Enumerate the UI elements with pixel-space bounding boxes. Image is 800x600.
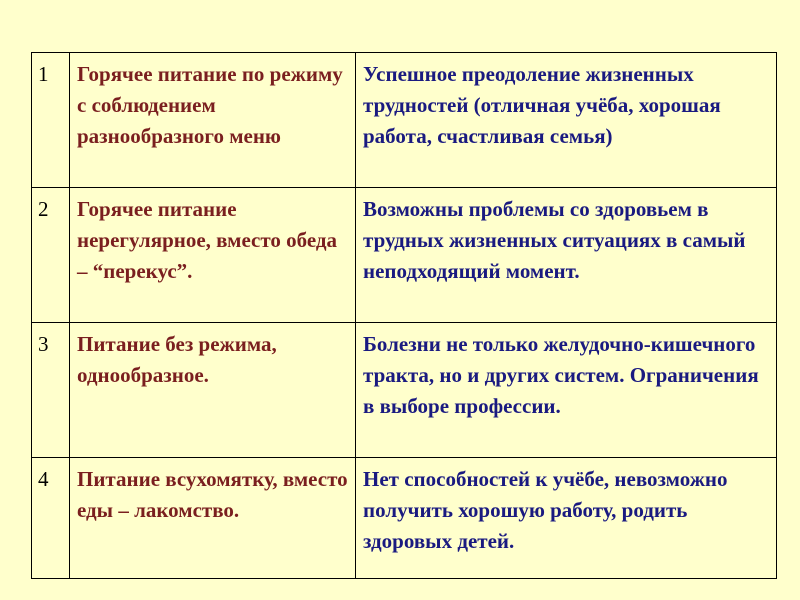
table-row: [32, 53, 777, 188]
condition-cell: [70, 323, 356, 458]
result-cell: [356, 53, 777, 188]
condition-text: Горячее питание по режиму с соблюдением разнообразного меню: [77, 62, 343, 148]
result-text: Болезни не только желудочно-кишечного тракта, но и других систем. Ограничения в выборе профессии.: [363, 332, 759, 418]
result-text: Успешное преодоление жизненных трудностей (отличная учёба, хорошая работа, счастливая семья): [363, 62, 721, 148]
result-cell: [356, 188, 777, 323]
condition-cell: [70, 53, 356, 188]
condition-text: Питание без режима, однообразное.: [77, 332, 277, 387]
row-number: 1: [32, 53, 70, 188]
row-number: 2: [32, 188, 70, 323]
nutrition-table: [31, 52, 777, 579]
condition-cell: [70, 188, 356, 323]
result-cell: [356, 323, 777, 458]
condition-text: Питание всухомятку, вместо еды – лакомство.: [77, 467, 348, 522]
table-row: [32, 458, 777, 579]
condition-cell: [70, 458, 356, 579]
result-cell: [356, 458, 777, 579]
result-text: Возможны проблемы со здоровьем в трудных жизненных ситуациях в самый неподходящий момент.: [363, 197, 746, 283]
row-number: 3: [32, 323, 70, 458]
result-text: Нет способностей к учёбе, невозможно получить хорошую работу, родить здоровых детей.: [363, 467, 728, 553]
row-number: 4: [32, 458, 70, 579]
condition-text: Горячее питание нерегулярное, вместо обеда – “перекус”.: [77, 197, 338, 283]
table-row: [32, 188, 777, 323]
table-row: [32, 323, 777, 458]
